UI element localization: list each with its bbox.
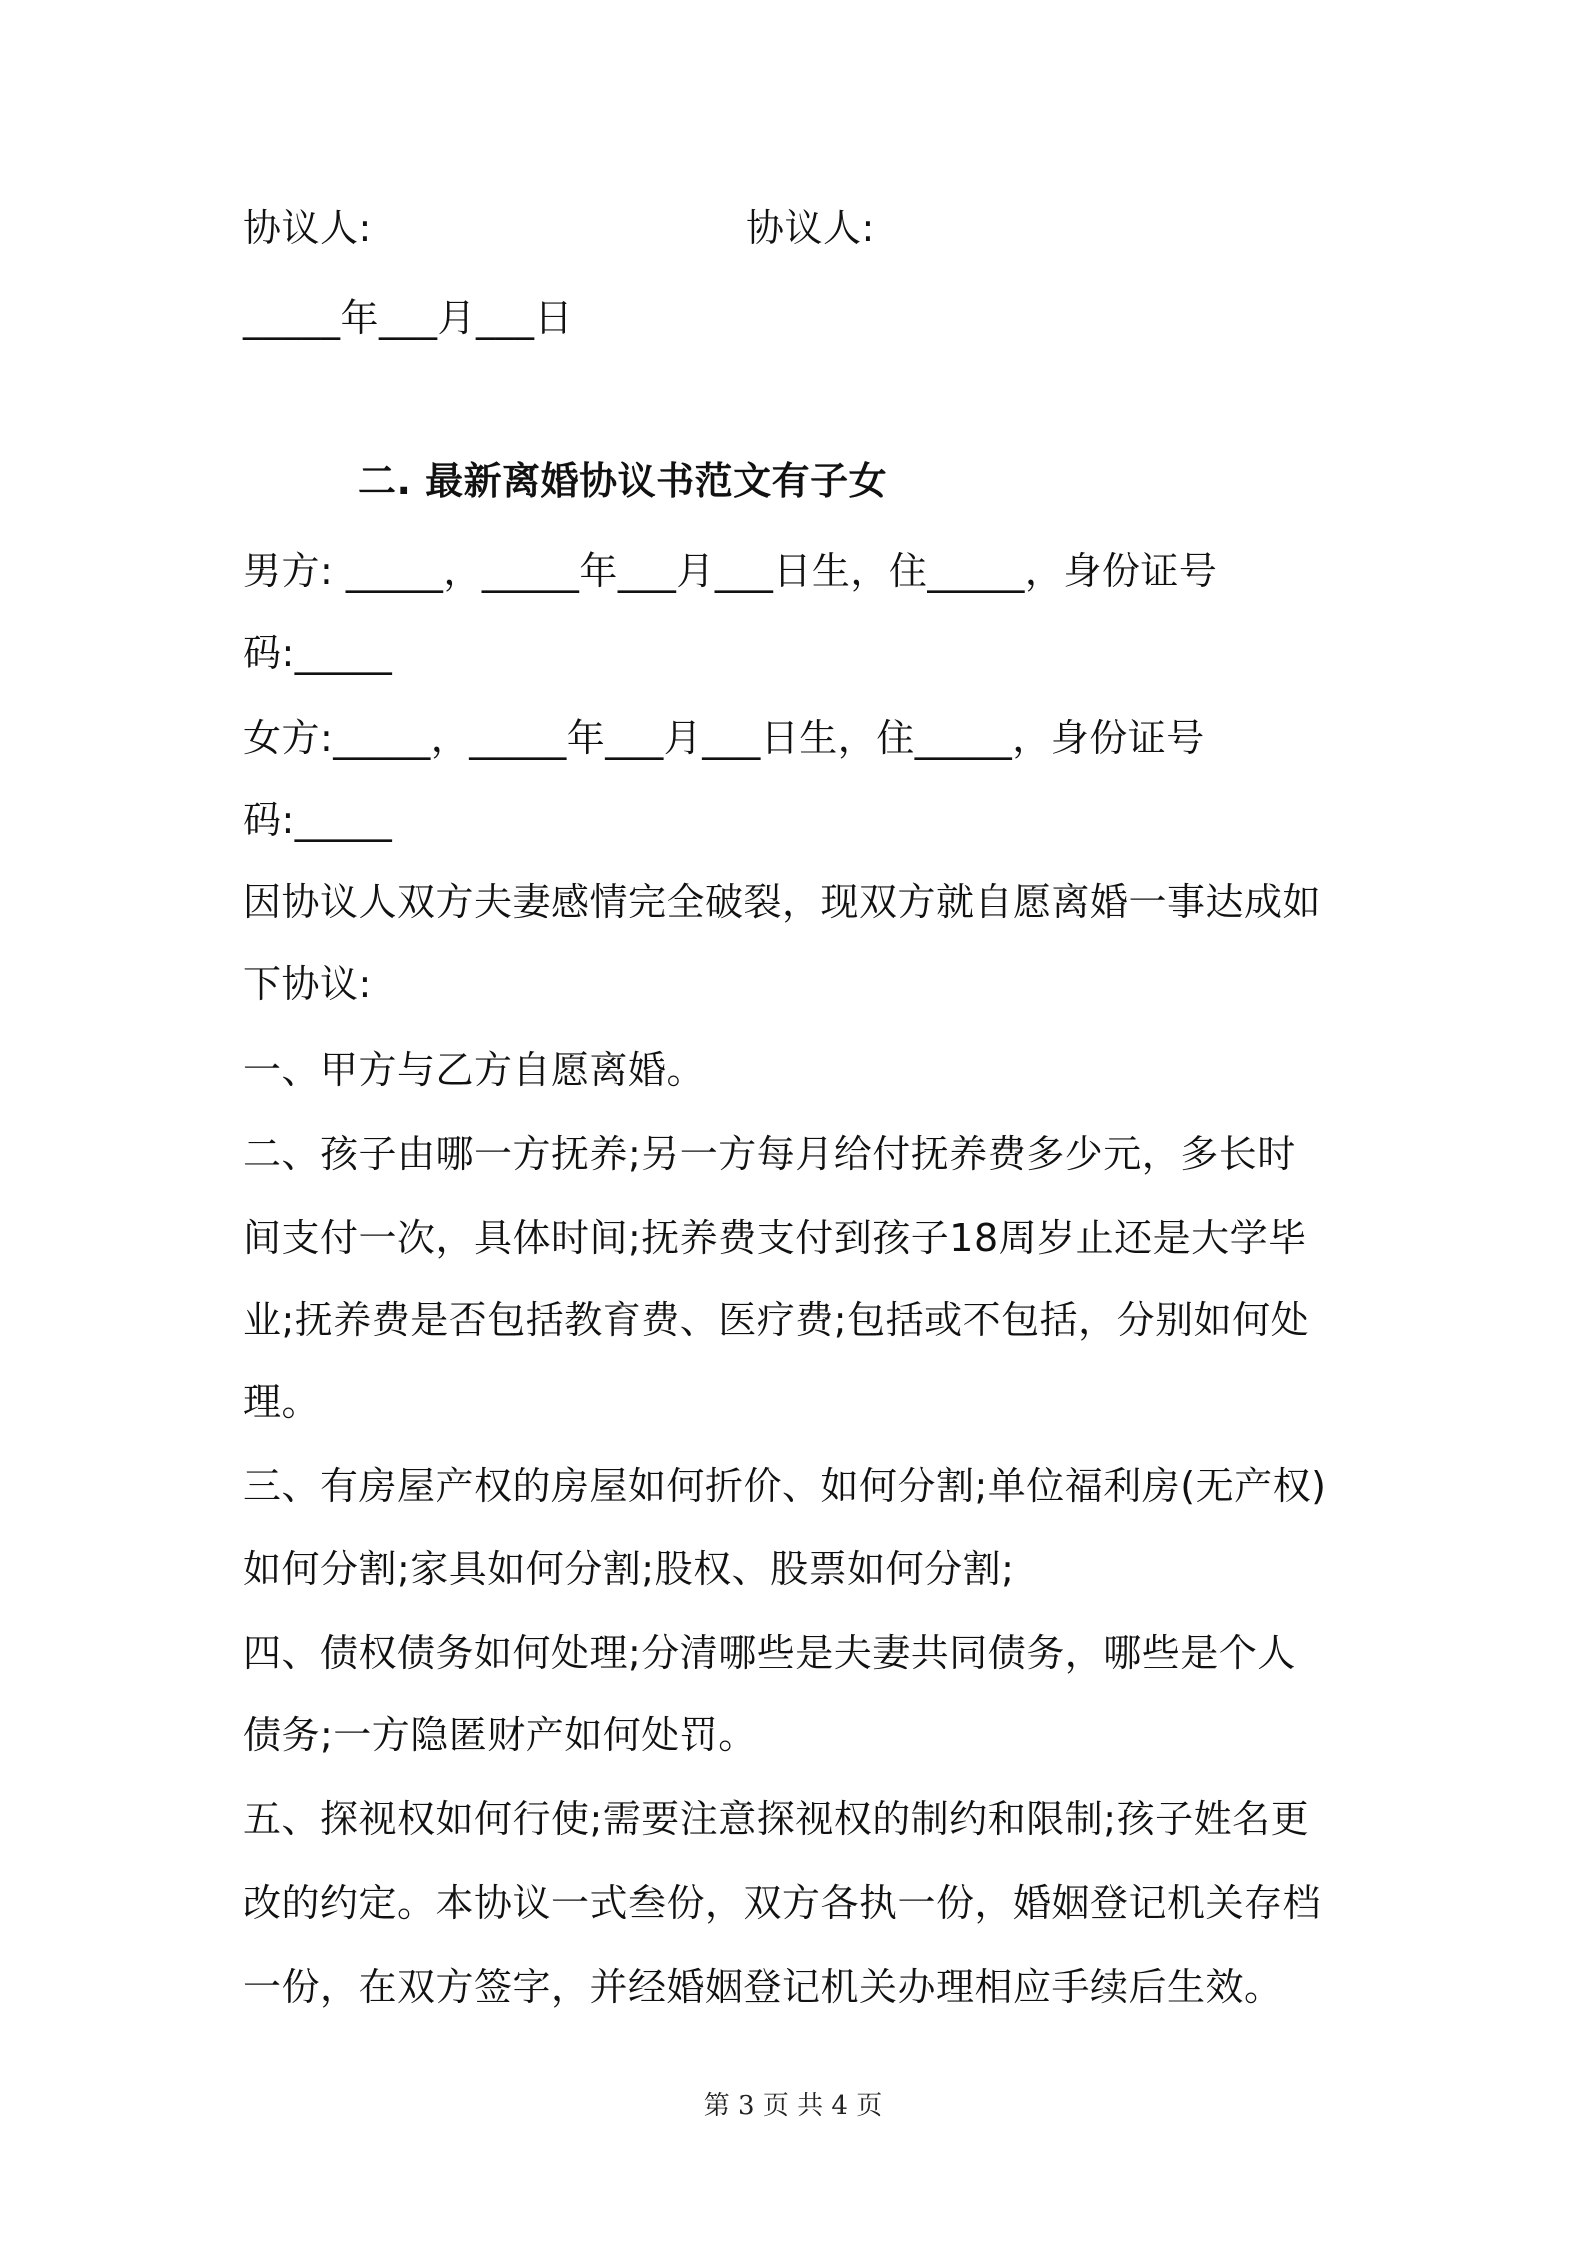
signer-right-label: 协议人: bbox=[746, 206, 875, 250]
date-line: _____年___月___日 bbox=[243, 296, 574, 340]
text-line: 一、甲方与乙方自愿离婚。 bbox=[243, 1048, 706, 1092]
text-line: 改的约定。本协议一式叁份，双方各执一份，婚姻登记机关存档 bbox=[243, 1881, 1322, 1925]
text-line: 二、孩子由哪一方抚养;另一方每月给付抚养费多少元，多长时 bbox=[243, 1132, 1296, 1176]
page-number-footer: 第 3 页 共 4 页 bbox=[703, 2091, 883, 2121]
text-line: 业;抚养费是否包括教育费、医疗费;包括或不包括，分别如何处 bbox=[243, 1298, 1310, 1342]
text-line: 五、探视权如何行使;需要注意探视权的制约和限制;孩子姓名更 bbox=[243, 1797, 1310, 1841]
text-line: 一份，在双方签字，并经婚姻登记机关办理相应手续后生效。 bbox=[243, 1965, 1283, 2009]
text-line: 三、有房屋产权的房屋如何折价、如何分割;单位福利房(无产权) bbox=[243, 1464, 1327, 1508]
text-line: 男方: _____，_____年___月___日生，住_____，身份证号 bbox=[243, 549, 1218, 593]
text-line: 如何分割;家具如何分割;股权、股票如何分割; bbox=[243, 1547, 1015, 1591]
text-line: 女方:_____，_____年___月___日生，住_____，身份证号 bbox=[243, 716, 1205, 760]
text-line: 理。 bbox=[243, 1380, 321, 1424]
text-line: 债务;一方隐匿财产如何处罚。 bbox=[243, 1713, 757, 1757]
text-line: 下协议: bbox=[243, 962, 372, 1006]
text-line: 码:_____ bbox=[243, 631, 393, 675]
text-line: 间支付一次，具体时间;抚养费支付到孩子18周岁止还是大学毕 bbox=[243, 1216, 1307, 1260]
text-line: 因协议人双方夫妻感情完全破裂，现双方就自愿离婚一事达成如 bbox=[243, 880, 1322, 924]
signature-row bbox=[243, 202, 1353, 254]
signer-left-label: 协议人: bbox=[243, 206, 372, 250]
section-heading: 二. 最新离婚协议书范文有子女 bbox=[358, 459, 888, 503]
text-line: 四、债权债务如何处理;分清哪些是夫妻共同债务，哪些是个人 bbox=[243, 1631, 1296, 1675]
text-line: 码:_____ bbox=[243, 798, 393, 842]
